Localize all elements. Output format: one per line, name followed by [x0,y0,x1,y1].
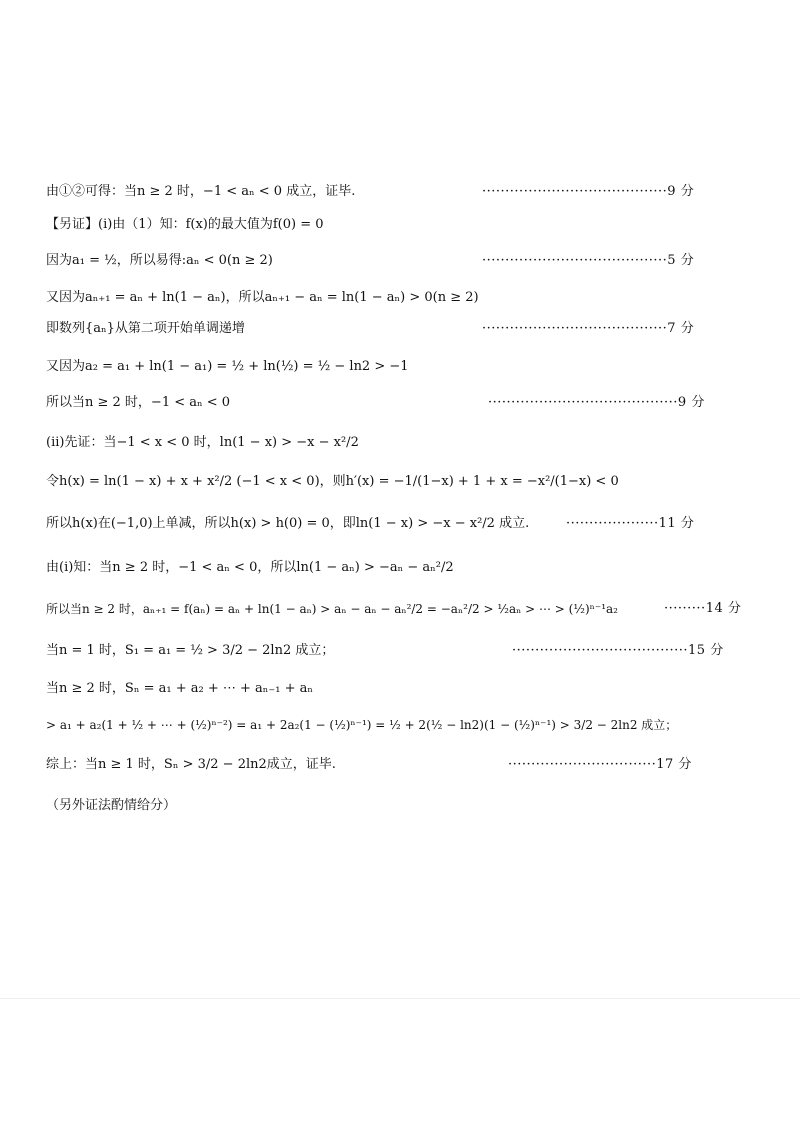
text-line-4: 又因为aₙ₊₁ = aₙ + ln(1 − aₙ)，所以aₙ₊₁ − aₙ = ln(1 − aₙ) > 0(n ≥ 2) [46,290,479,305]
text-line-15: > a₁ + a₂(1 + ½ + ⋯ + (½)ⁿ⁻²) = a₁ + 2a₂(1 − (½)ⁿ⁻¹) = ½ + 2(½ − ln2)(1 − (½)ⁿ⁻¹) > 3/2 − 2ln2 成立； [46,718,678,732]
text-line-16: 综上：当n ≥ 1 时，Sₙ > 3/2 − 2ln2成立，证毕. [46,757,336,772]
score-mark-5: ········································5 分 [482,253,695,268]
score-mark-17: ································17 分 [508,757,692,772]
text-line-2: 【另证】(i)由（1）知：f(x)的最大值为f(0) = 0 [46,217,324,232]
text-line-17: （另外证法酌情给分） [46,798,177,813]
score-mark-7: ········································7 分 [482,321,695,336]
text-line-10: 所以h(x)在(−1,0)上单减，所以h(x) > h(0) = 0，即ln(1 − x) > −x − x²/2 成立. [46,516,530,531]
text-line-7: 所以当n ≥ 2 时，−1 < aₙ < 0 [46,395,231,410]
score-mark-15: ······································15 分 [512,643,724,658]
score-mark-14: ·········14 分 [664,601,742,616]
text-line-12: 所以当n ≥ 2 时，aₙ₊₁ = f(aₙ) = aₙ + ln(1 − aₙ) > aₙ − aₙ − aₙ²/2 = −aₙ²/2 > ½aₙ > ⋯ > (½)ⁿ⁻¹a₂ [46,602,618,616]
page-divider [0,998,800,999]
text-line-5: 即数列{aₙ}从第二项开始单调递增 [46,321,245,336]
text-line-13: 当n = 1 时，S₁ = a₁ = ½ > 3/2 − 2ln2 成立； [46,643,335,658]
text-line-3: 因为a₁ = ½，所以易得:aₙ < 0(n ≥ 2) [46,253,273,268]
text-line-8: (ii)先证：当−1 < x < 0 时，ln(1 − x) > −x − x²/2 [46,435,359,450]
score-mark-11: ····················11 分 [566,516,695,531]
text-line-6: 又因为a₂ = a₁ + ln(1 − a₁) = ½ + ln(½) = ½ − ln2 > −1 [46,359,409,374]
score-mark-9-b: ·········································9 分 [488,395,705,410]
text-line-9: 令h(x) = ln(1 − x) + x + x²/2 (−1 < x < 0)，则h′(x) = −1/(1−x) + 1 + x = −x²/(1−x) < 0 [46,474,619,489]
text-line-14: 当n ≥ 2 时，Sₙ = a₁ + a₂ + ⋯ + aₙ₋₁ + aₙ [46,681,313,696]
score-mark-9-a: ········································9 分 [482,184,695,199]
text-line-11: 由(i)知：当n ≥ 2 时，−1 < aₙ < 0，所以ln(1 − aₙ) > −aₙ − aₙ²/2 [46,560,454,575]
text-line-1: 由①②可得：当n ≥ 2 时，−1 < aₙ < 0 成立，证毕. [46,184,356,199]
